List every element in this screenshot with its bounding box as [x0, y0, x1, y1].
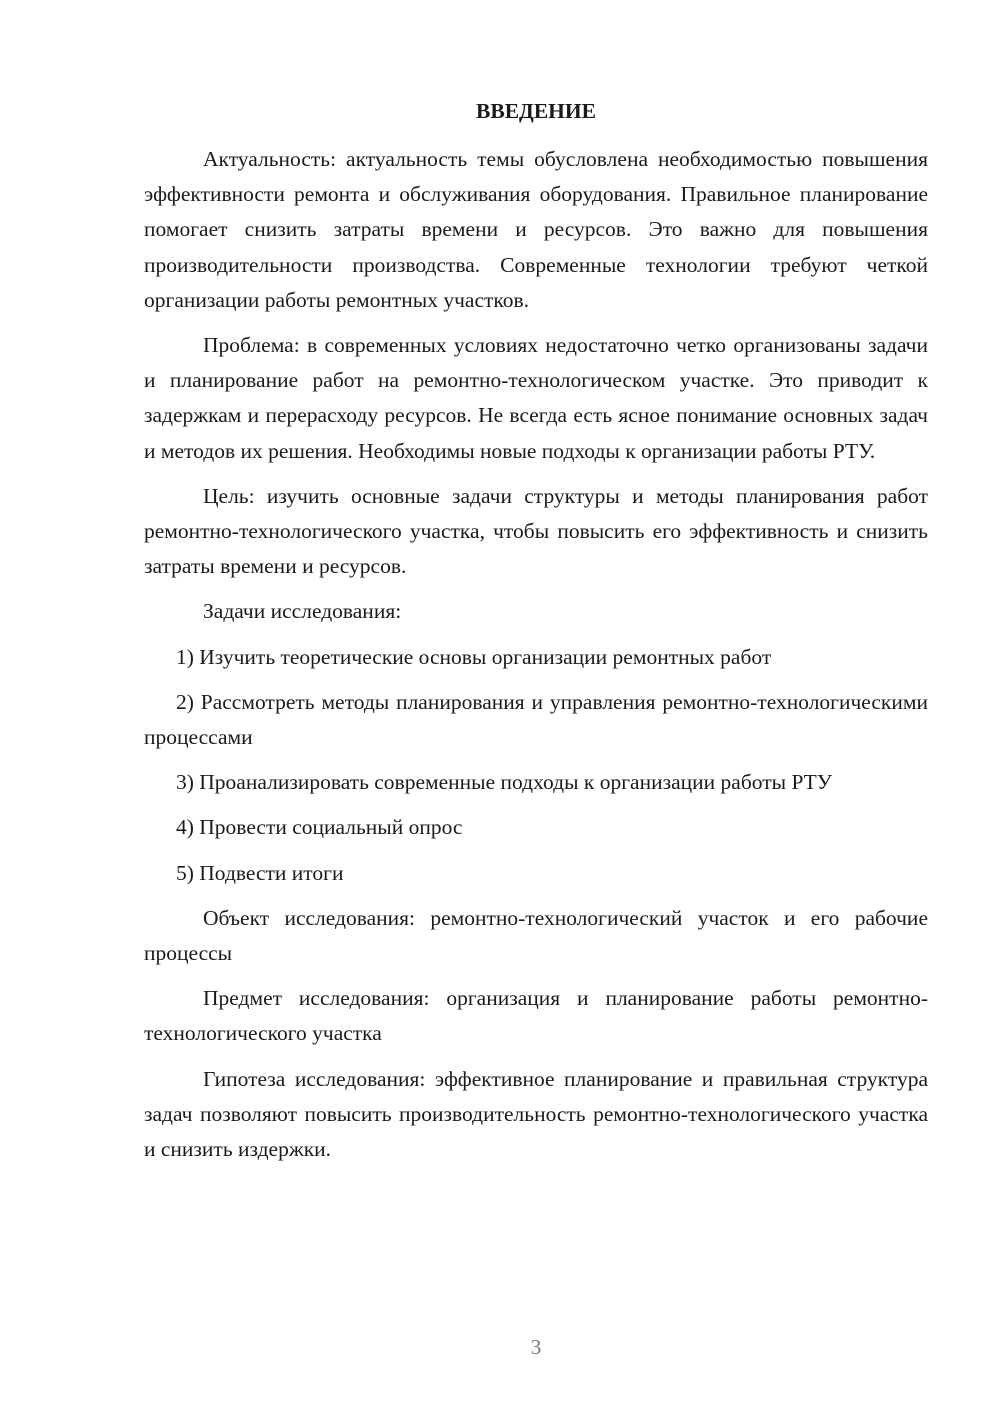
task-item-2: 2) Рассмотреть методы планирования и управления ремонтно-технологическими процессами — [144, 689, 928, 750]
paragraph-subject: Предмет исследования: организация и планирование работы ремонтно-технологического участка — [144, 986, 928, 1046]
paragraph-hypothesis: Гипотеза исследования: эффективное планирование и правильная структура задач позволяют повысить производительность ремонтно-технологического участка и снизить издержки. — [144, 1066, 928, 1162]
task-item-1: 1) Изучить теоретические основы организации ремонтных работ — [176, 644, 772, 669]
document-body — [144, 142, 928, 1177]
paragraph-tasks-heading: Задачи исследования: — [203, 599, 402, 624]
paragraph-relevance: Актуальность: актуальность темы обусловлена необходимостью повышения эффективности ремонта и обслуживания оборудования. Правильное планирование помогает снизить затраты времени и ресурсов. Это важно для повышения производительности производства. Современные технологии требуют четкой организации работы ремонтных участков. — [144, 147, 928, 312]
task-item-4: 4) Провести социальный опрос — [176, 815, 463, 840]
task-item-3: 3) Проанализировать современные подходы к организации работы РТУ — [176, 770, 833, 795]
task-item-5: 5) Подвести итоги — [176, 860, 344, 885]
paragraph-goal: Цель: изучить основные задачи структуры и методы планирования работ ремонтно-технологического участка, чтобы повысить его эффективность и снизить затраты времени и ресурсов. — [144, 483, 928, 579]
paragraph-problem: Проблема: в современных условиях недостаточно четко организованы задачи и планирование работ на ремонтно-технологическом участке. Это приводит к задержкам и перерасходу ресурсов. Не всегда есть ясное понимание основных задач и методов их решения. Необходимы новые подходы к организации работы РТУ. — [144, 333, 928, 463]
section-title: ВВЕДЕНИЕ — [476, 99, 596, 123]
paragraph-object: Объект исследования: ремонтно-технологический участок и его рабочие процессы — [144, 905, 928, 966]
page-number: 3 — [530, 1335, 542, 1359]
